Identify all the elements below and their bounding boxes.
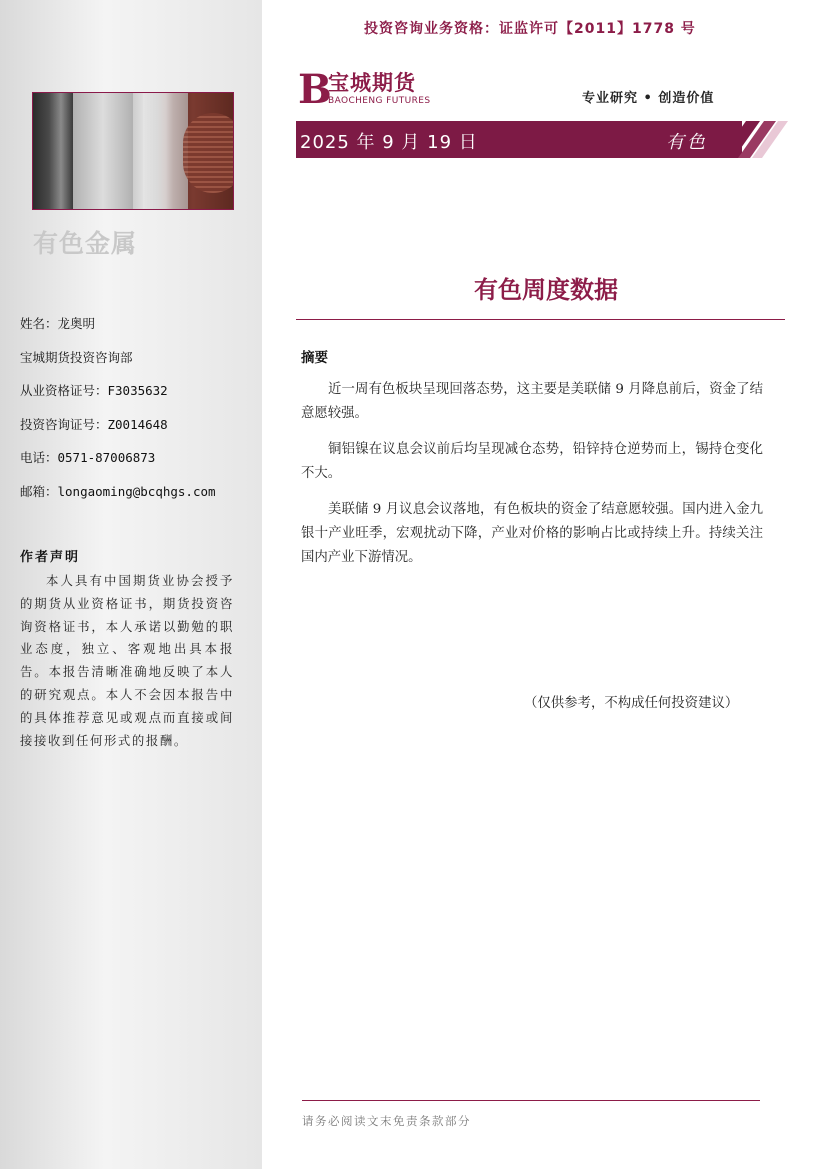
cover-photo bbox=[32, 92, 234, 210]
declaration-body: 本人具有中国期货业协会授予的期货从业资格证书，期货投资咨询资格证书，本人承诺以勤勉的职业态度，独立、客观地出具本报告。本报告清晰准确地反映了本人的研究观点。本人不会因本报告中的具体推荐意见或观点而直接或间接接收到任何形式的报酬。 bbox=[20, 573, 234, 748]
author-name: 姓名：龙奥明 bbox=[20, 316, 96, 331]
report-title: 有色周度数据 bbox=[474, 276, 618, 304]
sidebar bbox=[0, 0, 262, 1169]
footer-divider bbox=[302, 1100, 760, 1101]
title-divider bbox=[296, 319, 785, 320]
metal-rod-graphic bbox=[73, 93, 133, 209]
copper-coil-graphic bbox=[183, 113, 234, 193]
metal-rod-graphic bbox=[143, 93, 188, 209]
footer-note: 请务必阅读文末免责条款部分 bbox=[302, 1114, 471, 1128]
logo-chinese-name: 宝城期货 bbox=[328, 71, 416, 95]
report-sector: 有色 bbox=[666, 132, 708, 153]
declaration-title: 作者声明 bbox=[20, 550, 81, 565]
author-consulting-number: 投资咨询证号：Z0014648 bbox=[20, 416, 168, 432]
company-logo bbox=[298, 66, 448, 113]
logo-english-name: BAOCHENG FUTURES bbox=[328, 96, 431, 106]
report-date: 2025 年 9 月 19 日 bbox=[300, 132, 478, 153]
banner-slash-decoration bbox=[716, 121, 788, 158]
author-email[interactable]: 邮箱：longaoming@bcqhgs.com bbox=[20, 483, 216, 499]
abstract-paragraph: 铜铝镍在议息会议前后均呈现减仓态势，铅锌持仓逆势而上，锡持仓变化不大。 bbox=[301, 442, 763, 481]
abstract-heading: 摘要 bbox=[301, 350, 328, 366]
author-info bbox=[20, 314, 250, 515]
sidebar-sector-title: 有色金属 bbox=[33, 229, 138, 258]
slogan: 专业研究 • 创造价值 bbox=[582, 91, 715, 106]
author-phone: 电话：0571-87006873 bbox=[20, 450, 156, 465]
author-qualification-number: 从业资格证号：F3035632 bbox=[20, 383, 168, 398]
qualification-line: 投资咨询业务资格：证监许可【2011】1778 号 bbox=[364, 21, 696, 37]
author-department: 宝城期货投资咨询部 bbox=[20, 349, 133, 365]
abstract-paragraph: 美联储 9 月议息会议落地，有色板块的资金了结意愿较强。国内进入金九银十产业旺季，宏观扰动下降，产业对价格的影响占比或持续上升。持续关注国内产业下游情况。 bbox=[301, 502, 763, 565]
logo-mark-icon: B bbox=[298, 66, 332, 113]
disclaimer-note: （仅供参考，不构成任何投资建议） bbox=[524, 696, 739, 711]
abstract-paragraph: 近一周有色板块呈现回落态势，这主要是美联储 9 月降息前后，资金了结意愿较强。 bbox=[301, 382, 763, 421]
